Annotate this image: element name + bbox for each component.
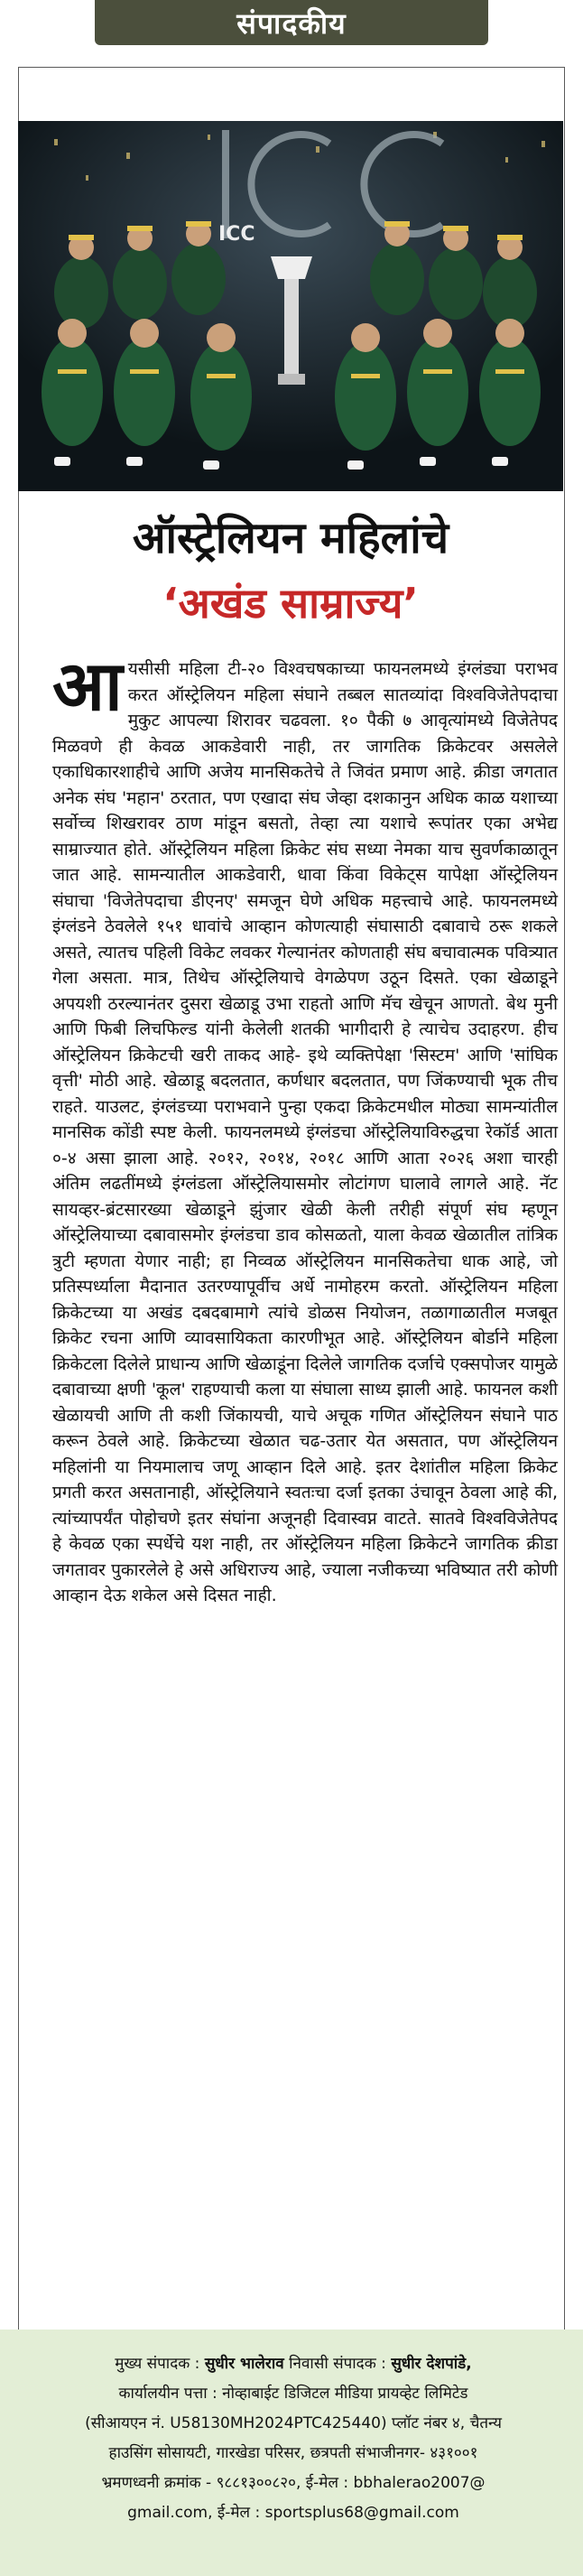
email-line: gmail.com, ई-मेल : sportsplus68@gmail.com — [127, 2504, 459, 2522]
office-address-line: कार्यालयीन पत्ता : नोव्हाबाईट डिजिटल मीडिया प्रायव्हेट लिमिटेड — [118, 2385, 468, 2403]
chief-editor-label: मुख्य संपादक : — [115, 2355, 200, 2373]
article-text: यसीसी महिला टी-२० विश्वचषकाच्या फायनलमध्ये इंग्लंड्या पराभव करत ऑस्ट्रेलियन महिला संघाने तब्बल सातव्यांदा विश्वविजेतेपदाचा मुकुट आपल्या शिरावर चढवला. १० पैकी ७ आवृत्यांमध्ये विजेतेपद मिळवणे ही केवळ आकडेवारी नाही, तर जागतिक क्रिकेटवर असलेले एकाधिकारशाहीचे आणि अजेय मानसिकतेचे ते जिवंत प्रमाण आहे. क्रीडा जगतात अनेक संघ 'महान' ठरतात, पण एखादा संघ जेव्हा दशकानुन अधिक काळ यशाच्या सर्वोच्च शिखरावर ठाण मांडून बसतो, तेव्हा त्या यशाचे रूपांतर एका अभेद्य साम्राज्यात होते. ऑस्ट्रेलियन महिला क्रिकेट संघ सध्या नेमका याच सुवर्णकाळातून जात आहे. सामन्यातील आकडेवारी, धावा किंवा विकेट्स यापेक्षा ऑस्ट्रेलियन संघाचा 'विजेतेपदाचा डीएनए' समजून घेणे अधिक महत्त्वाचे आहे. फायनलमध्ये इंग्लंडने ठेवलेले १५१ धावांचे आव्हान कोणत्याही संघासाठी दबावाचे ठरू शकले असते, त्यातच पहिली विकेट लवकर गेल्यानंतर कोणताही संघ बचावात्मक पवित्र्यात गेला असता. मात्र, तिथेच ऑस्ट्रेलियाचे वेगळेपण उठून दिसते. एका खेळाडूने अपयशी ठरल्यानंतर दुसरा खेळाडू उभा राहतो आणि मॅच खेचून आणतो. बेथ मुनी आणि फिबी लिचफिल्ड यांनी केलेली शतकी भागीदारी हे त्याचेच उदाहरण. हीच ऑस्ट्रेलियन क्रिकेटची खरी ताकद आहे- इथे व्यक्तिपेक्षा 'सिस्टम' आणि 'सांघिक वृत्ती' मोठी आहे. खेळाडू बदलतात, कर्णधार बदलतात, पण जिंकण्याची भूक तीच राहते. याउलट, इंग्लंडच्या पराभवाने पुन्हा एकदा क्रिकेटमधील मोठ्या सामन्यांतील मानसिक कोंडी स्पष्ट केली. फायनलमध्ये इंग्लंडचा ऑस्ट्रेलियाविरुद्धचा रेकॉर्ड आता ०-४ असा झाला आहे. २०१२, २०१४, २०१८ आणि आता २०२६ अशा चारही अंतिम लढतींमध्ये इंग्लंडला ऑस्ट्रेलियासमोर लोटांगण घालावे लागले आहे. नॅट सायव्हर-ब्रंटसारख्या खेळाडूने झुंजार खेळी केली तरीही संपूर्ण संघ म्हणून ऑस्ट्रेलियाच्या दबावासमोर इंग्लंडचा डाव कोसळतो, याला केवळ खेळातील तांत्रिक त्रुटी म्हणता येणार नाही; हा निव्वळ ऑस्ट्रेलियन मानसिकतेचा धाक आहे, जो प्रतिस्पर्ध्याला मैदानात उतरण्यापूर्वीच अर्धे नामोहरम करतो. ऑस्ट्रेलियन महिला क्रिकेटच्या या अखंड दबदबामागे त्यांचे डोळस नियोजन, तळागाळातील मजबूत क्रिकेट रचना आणि व्यावसायिकता कारणीभूत आहे. ऑस्ट्रेलियन बोर्डाने महिला क्रिकेटला दिलेले प्राधान्य आणि खेळाडूंना दिलेले जागतिक दर्जाचे एक्सपोजर यामुळे दबावाच्या क्षणी 'कूल' राहण्याची कला या संघाला साध्य झाली आहे. फायनल कशी खेळायची आणि ती कशी जिंकायची, याचे अचूक गणित ऑस्ट्रेलियन संघाने पाठ करून ठेवले आहे. क्रिकेटच्या खेळात चढ-उतार येत असतात, पण ऑस्ट्रेलियन महिलांनी या नियमालाच जणू आव्हान दिले आहे. इतर देशांतील महिला क्रिकेट प्रगती करत असतानाही, ऑस्ट्रेलियाने स्वतःचा दर्जा इतका उंचावून ठेवला आहे की, त्यांच्यापर्यंत पोहोचणे इतर संघांना अजूनही दिवास्वप्न वाटते. सातवे विश्वविजेतेपद हे केवळ एका स्पर्धेचे यश नाही, तर ऑस्ट्रेलियन महिला क्रिकेटने जागतिक क्रीडा जगतावर पुकारलेले हे असे अधिराज्य आहे, ज्याला नजीकच्या भविष्यात तरी कोणी आव्हान देऊ शकेल असे दिसत नाही. — [52, 659, 558, 1605]
header-band — [0, 0, 583, 45]
headline-line-2: ‘अखंड साम्राज्य’ — [162, 579, 419, 628]
footer-credits — [27, 2349, 560, 2528]
headline-line-1: ऑस्ट्रेलियन महिलांचे — [132, 513, 449, 563]
cin-line: (सीआयएन नं. U58130MH2024PTC425440) प्लॉट नंबर ४, चैतन्य — [85, 2414, 502, 2432]
phone-email-line: भ्रमणध्वनी क्रमांक - ९८८१३००८२०, ई-मेल : bbhalerao2007@ — [101, 2474, 486, 2492]
svg-text:ICC: ICC — [218, 223, 255, 246]
resident-editor-label: निवासी संपादक : — [289, 2355, 386, 2373]
section-title: संपादकीय — [236, 5, 347, 41]
article-body — [52, 646, 558, 1609]
drop-cap: आ — [52, 646, 123, 726]
resident-editor-name: सुधीर देशपांडे, — [391, 2355, 472, 2373]
team-celebration-photo — [18, 121, 563, 491]
address-line: हाउसिंग सोसायटी, गारखेडा परिसर, छत्रपती संभाजीनगर- ४३१००१ — [108, 2444, 478, 2462]
chief-editor-name: सुधीर भालेराव — [204, 2355, 284, 2373]
photo-illustration — [18, 121, 563, 491]
section-tab — [95, 0, 488, 45]
